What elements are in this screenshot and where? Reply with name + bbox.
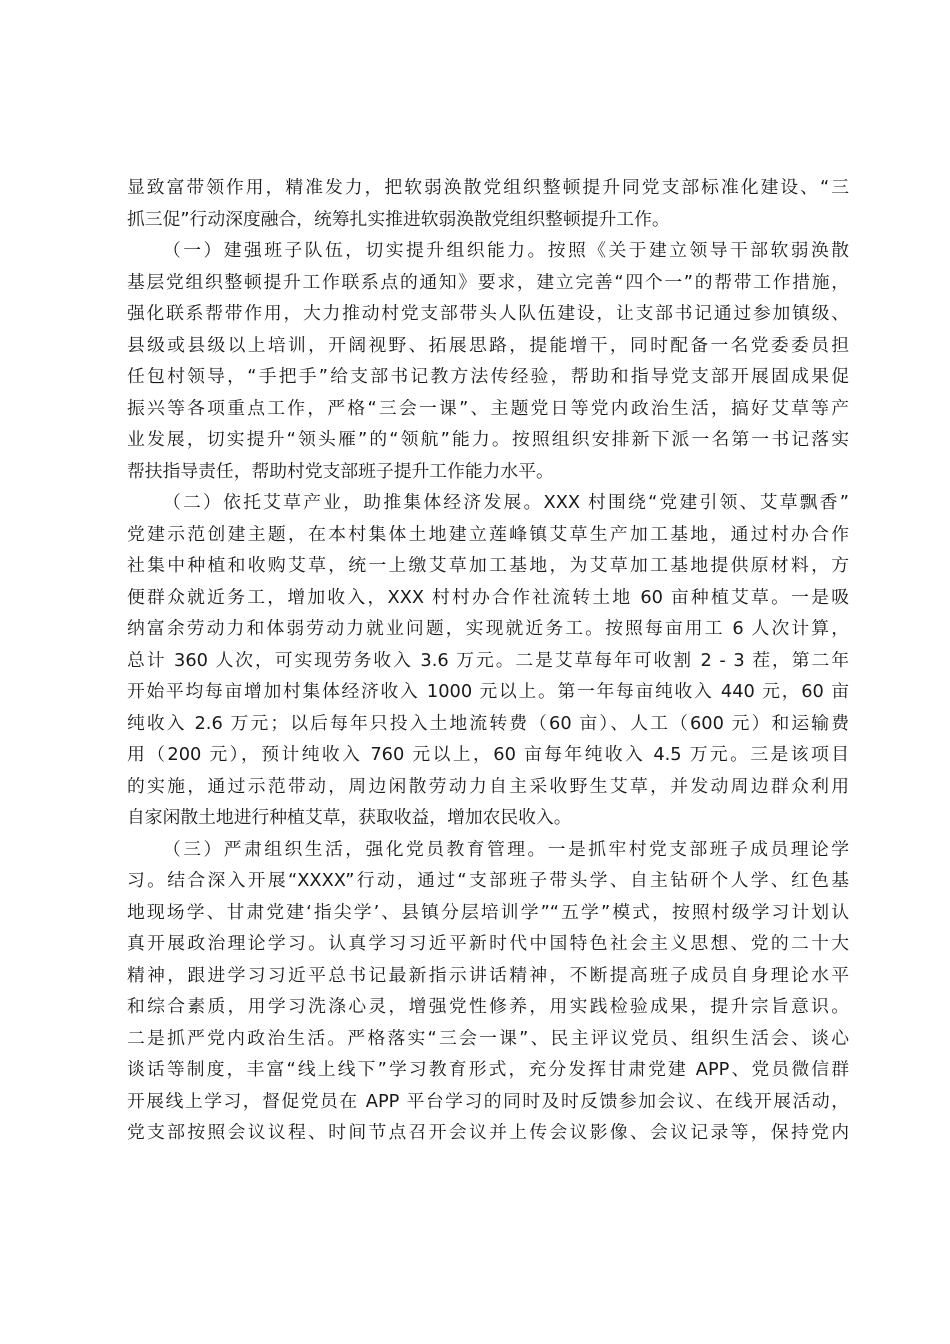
- text-line: 总计 360 人次，可实现劳务收入 3.6 万元。二是艾草每年可收割 2 - 3 茬，第二年: [127, 649, 849, 671]
- text-line: 任包村领导，“手把手”给支部书记教方法传经验，帮助和指导党支部开展固成果促: [127, 366, 849, 387]
- text-line: 习。结合深入开展“XXXX”行动，通过“支部班子带头学、自主钻研个人学、红色基: [127, 870, 849, 891]
- text-line: 显致富带领作用，精准发力，把软弱涣散党组织整顿提升同党支部标准化建设、“三: [127, 177, 849, 198]
- text-line: 县级或县级以上培训，开阔视野、拓展思路，提能增干，同时配备一名党委委员担: [127, 334, 849, 356]
- text-line: 二是抓严党内政治生活。严格落实“三会一课”、民主评议党员、组织生活会、谈心: [127, 1027, 849, 1049]
- text-line: 党建示范创建主题，在本村集体土地建立莲峰镇艾草生产加工基地，通过村办合作: [127, 523, 849, 545]
- text-line: 振兴等各项重点工作，严格“三会一课”、主题党日等党内政治生活，搞好艾草等产: [127, 397, 849, 419]
- text-line: 纳富余劳动力和体弱劳动力就业问题，实现就近务工。按照每亩用工 6 人次计算，: [127, 618, 849, 639]
- text-line: 抓三促”行动深度融合，统筹扎实推进软弱涣散党组织整顿提升工作。: [127, 208, 670, 230]
- text-line: 真开展政治理论学习。认真学习习近平新时代中国特色社会主义思想、党的二十大: [127, 933, 849, 954]
- paragraph-section-one: [127, 235, 849, 487]
- text-line: 地现场学、甘肃党建‘指尖学’、县镇分层培训学”“五学”模式，按照村级学习计划认: [127, 901, 849, 923]
- text-line: 帮扶指导责任，帮助村党支部班子提升工作能力水平。: [127, 460, 554, 482]
- text-line: 强化联系帮带作用，大力推动村党支部带头人队伍建设，让支部书记通过参加镇级、: [127, 303, 849, 324]
- text-line: 基层党组织整顿提升工作联系点的通知》要求，建立完善“四个一”的帮带工作措施，: [127, 271, 849, 293]
- paragraph-section-two: [127, 487, 849, 834]
- document-body: [127, 172, 849, 1149]
- text-line: 自家闲散土地进行种植艾草，获取收益，增加农民收入。: [127, 807, 572, 828]
- text-line: 和综合素质，用学习洗涤心灵，增强党性修养，用实践检验成果，提升宗旨意识。: [127, 996, 849, 1017]
- text-line: 业发展，切实提升“领头雁”的“领航”能力。按照组织安排新下派一名第一书记落实: [127, 429, 849, 450]
- text-line: 纯收入 2.6 万元；以后每年只投入土地流转费（60 亩）、人工（600 元）和运输费: [127, 712, 849, 734]
- section-heading-line: （二）依托艾草产业，助推集体经济发展。XXX 村围绕“党建引领、艾草飘香”: [163, 492, 849, 513]
- text-line: 便群众就近务工，增加收入，XXX 村村办合作社流转土地 60 亩种植艾草。一是吸: [127, 586, 849, 608]
- text-line: 用（200 元），预计纯收入 760 元以上，60 亩每年纯收入 4.5 万元。三是该项目: [127, 744, 849, 765]
- paragraph-intro-continuation: [127, 172, 849, 235]
- text-line: 精神，跟进学习习近平总书记最新指示讲话精神，不断提高班子成员自身理论水平: [127, 964, 849, 986]
- section-heading-line: （一）建强班子队伍，切实提升组织能力。按照《关于建立领导干部软弱涣散: [163, 240, 849, 261]
- text-line: 的实施，通过示范带动，周边闲散劳动力自主采收野生艾草，并发动周边群众利用: [127, 775, 849, 797]
- text-line: 党支部按照会议议程、时间节点召开会议并上传会议影像、会议记录等，保持党内: [127, 1122, 849, 1143]
- section-heading-line: （三）严肃组织生活，强化党员教育管理。一是抓牢村党支部班子成员理论学: [163, 838, 849, 860]
- text-line: 开展线上学习，督促党员在 APP 平台学习的同时及时反馈参加会议、在线开展活动，: [127, 1090, 849, 1112]
- text-line: 开始平均每亩增加村集体经济收入 1000 元以上。第一年每亩纯收入 440 元，60 亩: [127, 681, 849, 702]
- text-line: 谈话等制度，丰富“线上线下”学习教育形式，充分发挥甘肃党建 APP、党员微信群: [127, 1059, 849, 1080]
- text-line: 社集中种植和收购艾草，统一上缴艾草加工基地，为艾草加工基地提供原材料，方: [127, 555, 849, 576]
- paragraph-section-three: [127, 834, 849, 1149]
